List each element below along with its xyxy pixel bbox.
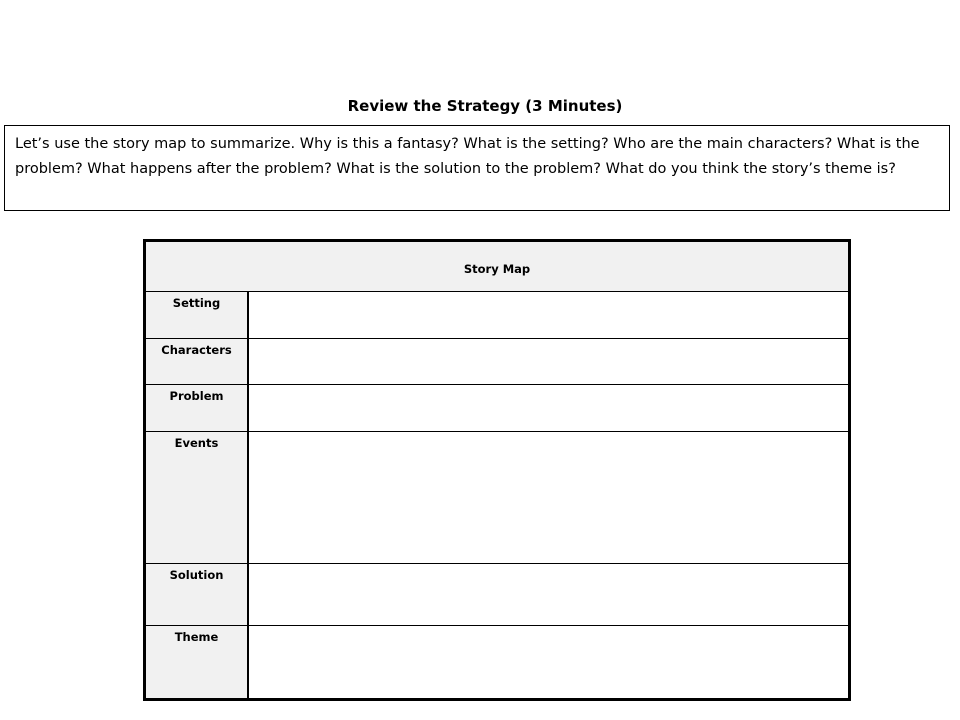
row-label-problem: Problem — [146, 385, 249, 431]
row-label-theme: Theme — [146, 626, 249, 698]
story-map-row-setting — [146, 292, 848, 339]
row-label-characters: Characters — [146, 339, 249, 384]
characters-answer-cell[interactable] — [249, 339, 848, 384]
row-label-solution: Solution — [146, 564, 249, 625]
problem-answer-cell[interactable] — [249, 385, 848, 431]
solution-answer-cell[interactable] — [249, 564, 848, 625]
instruction-text: Let’s use the story map to summarize. Why is this a fantasy? What is the setting? Who are the main characters? What is the problem? What happens after the problem? What is the solution to the problem? What do you think the story’s theme is? — [15, 136, 920, 177]
row-label-events: Events — [146, 432, 249, 563]
page-title: Review the Strategy (3 Minutes) — [347, 97, 623, 115]
instruction-box — [4, 125, 950, 211]
setting-answer-cell[interactable] — [249, 292, 848, 338]
story-map-row-problem — [146, 385, 848, 432]
story-map-row-theme — [146, 626, 848, 698]
story-map-row-events — [146, 432, 848, 564]
story-map-table — [143, 239, 851, 701]
story-map-row-characters — [146, 339, 848, 385]
story-map-row-solution — [146, 564, 848, 626]
row-label-setting: Setting — [146, 292, 249, 338]
events-answer-cell[interactable] — [249, 432, 848, 563]
theme-answer-cell[interactable] — [249, 626, 848, 698]
story-map-header: Story Map — [146, 242, 848, 292]
